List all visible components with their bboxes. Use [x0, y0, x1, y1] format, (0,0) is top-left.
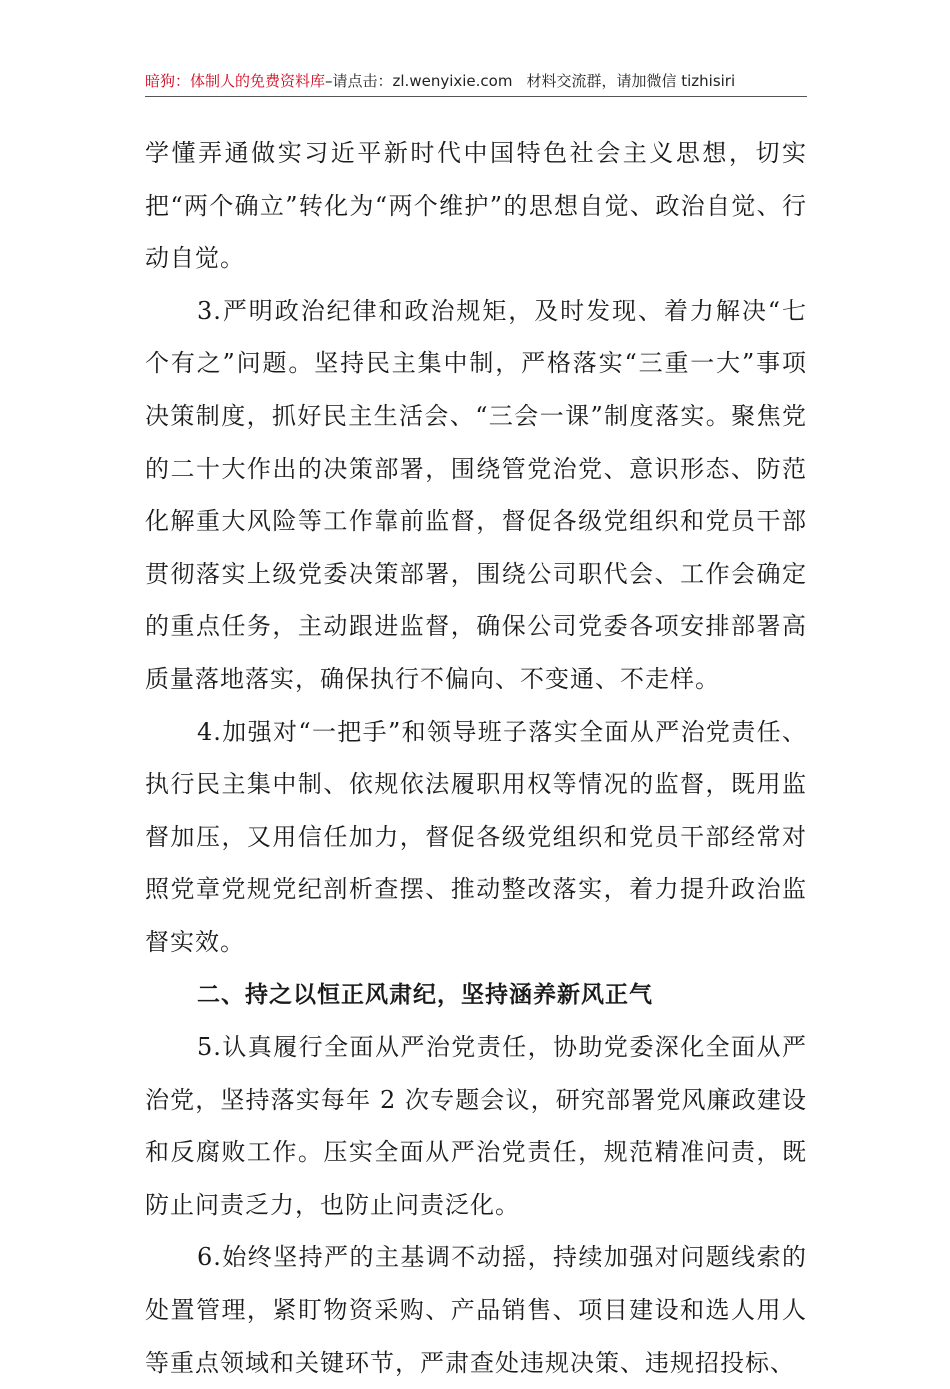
header-link-prompt[interactable]: –请点击：zl.wenyixie.com: [325, 72, 513, 90]
page-header: [145, 66, 807, 96]
section-heading-2: 二、持之以恒正风肃纪，坚持涵养新风正气: [197, 981, 653, 1008]
paragraph-item-4: 4.加强对“一把手”和领导班子落实全面从严治党责任、执行民主集中制、依规依法履职用权等情况的监督，既用监督加压，又用信任加力，督促各级党组织和党员干部经常对照党章党规党纪剖析查摆、推动整改落实，着力提升政治监督实效。: [145, 717, 807, 956]
document-body: [145, 127, 807, 1389]
paragraph-item-3: 3.严明政治纪律和政治规矩，及时发现、着力解决“七个有之”问题。坚持民主集中制，严格落实“三重一大”事项决策制度，抓好民主生活会、“三会一课”制度落实。聚焦党的二十大作出的决策部署，围绕管党治党、意识形态、防范化解重大风险等工作靠前监督，督促各级党组织和党员干部贯彻落实上级党委决策部署，围绕公司职代会、工作会确定的重点任务，主动跟进监督，确保公司党委各项安排部署高质量落地落实，确保执行不偏向、不变通、不走样。: [145, 296, 807, 693]
paragraph-continuation: 学懂弄通做实习近平新时代中国特色社会主义思想，切实把“两个确立”转化为“两个维护”的思想自觉、政治自觉、行动自觉。: [145, 139, 807, 273]
header-source-label: 暗狗：体制人的免费资料库: [145, 72, 326, 90]
header-divider: [145, 96, 807, 97]
paragraph-item-6: 6.始终坚持严的主基调不动摇，持续加强对问题线索的处置管理，紧盯物资采购、产品销售、项目建设和选人用人等重点领域和关键环节，严肃查处违规决策、违规招投标、: [145, 1243, 807, 1377]
paragraph-item-5: 5.认真履行全面从严治党责任，协助党委深化全面从严治党，坚持落实每年 2 次专题会议，研究部署党风廉政建设和反腐败工作。压实全面从严治党责任，规范精准问责，既防止问责乏力，也防止问责泛化。: [145, 1033, 807, 1219]
header-wechat-text: 材料交流群，请加微信 tizhisiri: [526, 72, 736, 90]
